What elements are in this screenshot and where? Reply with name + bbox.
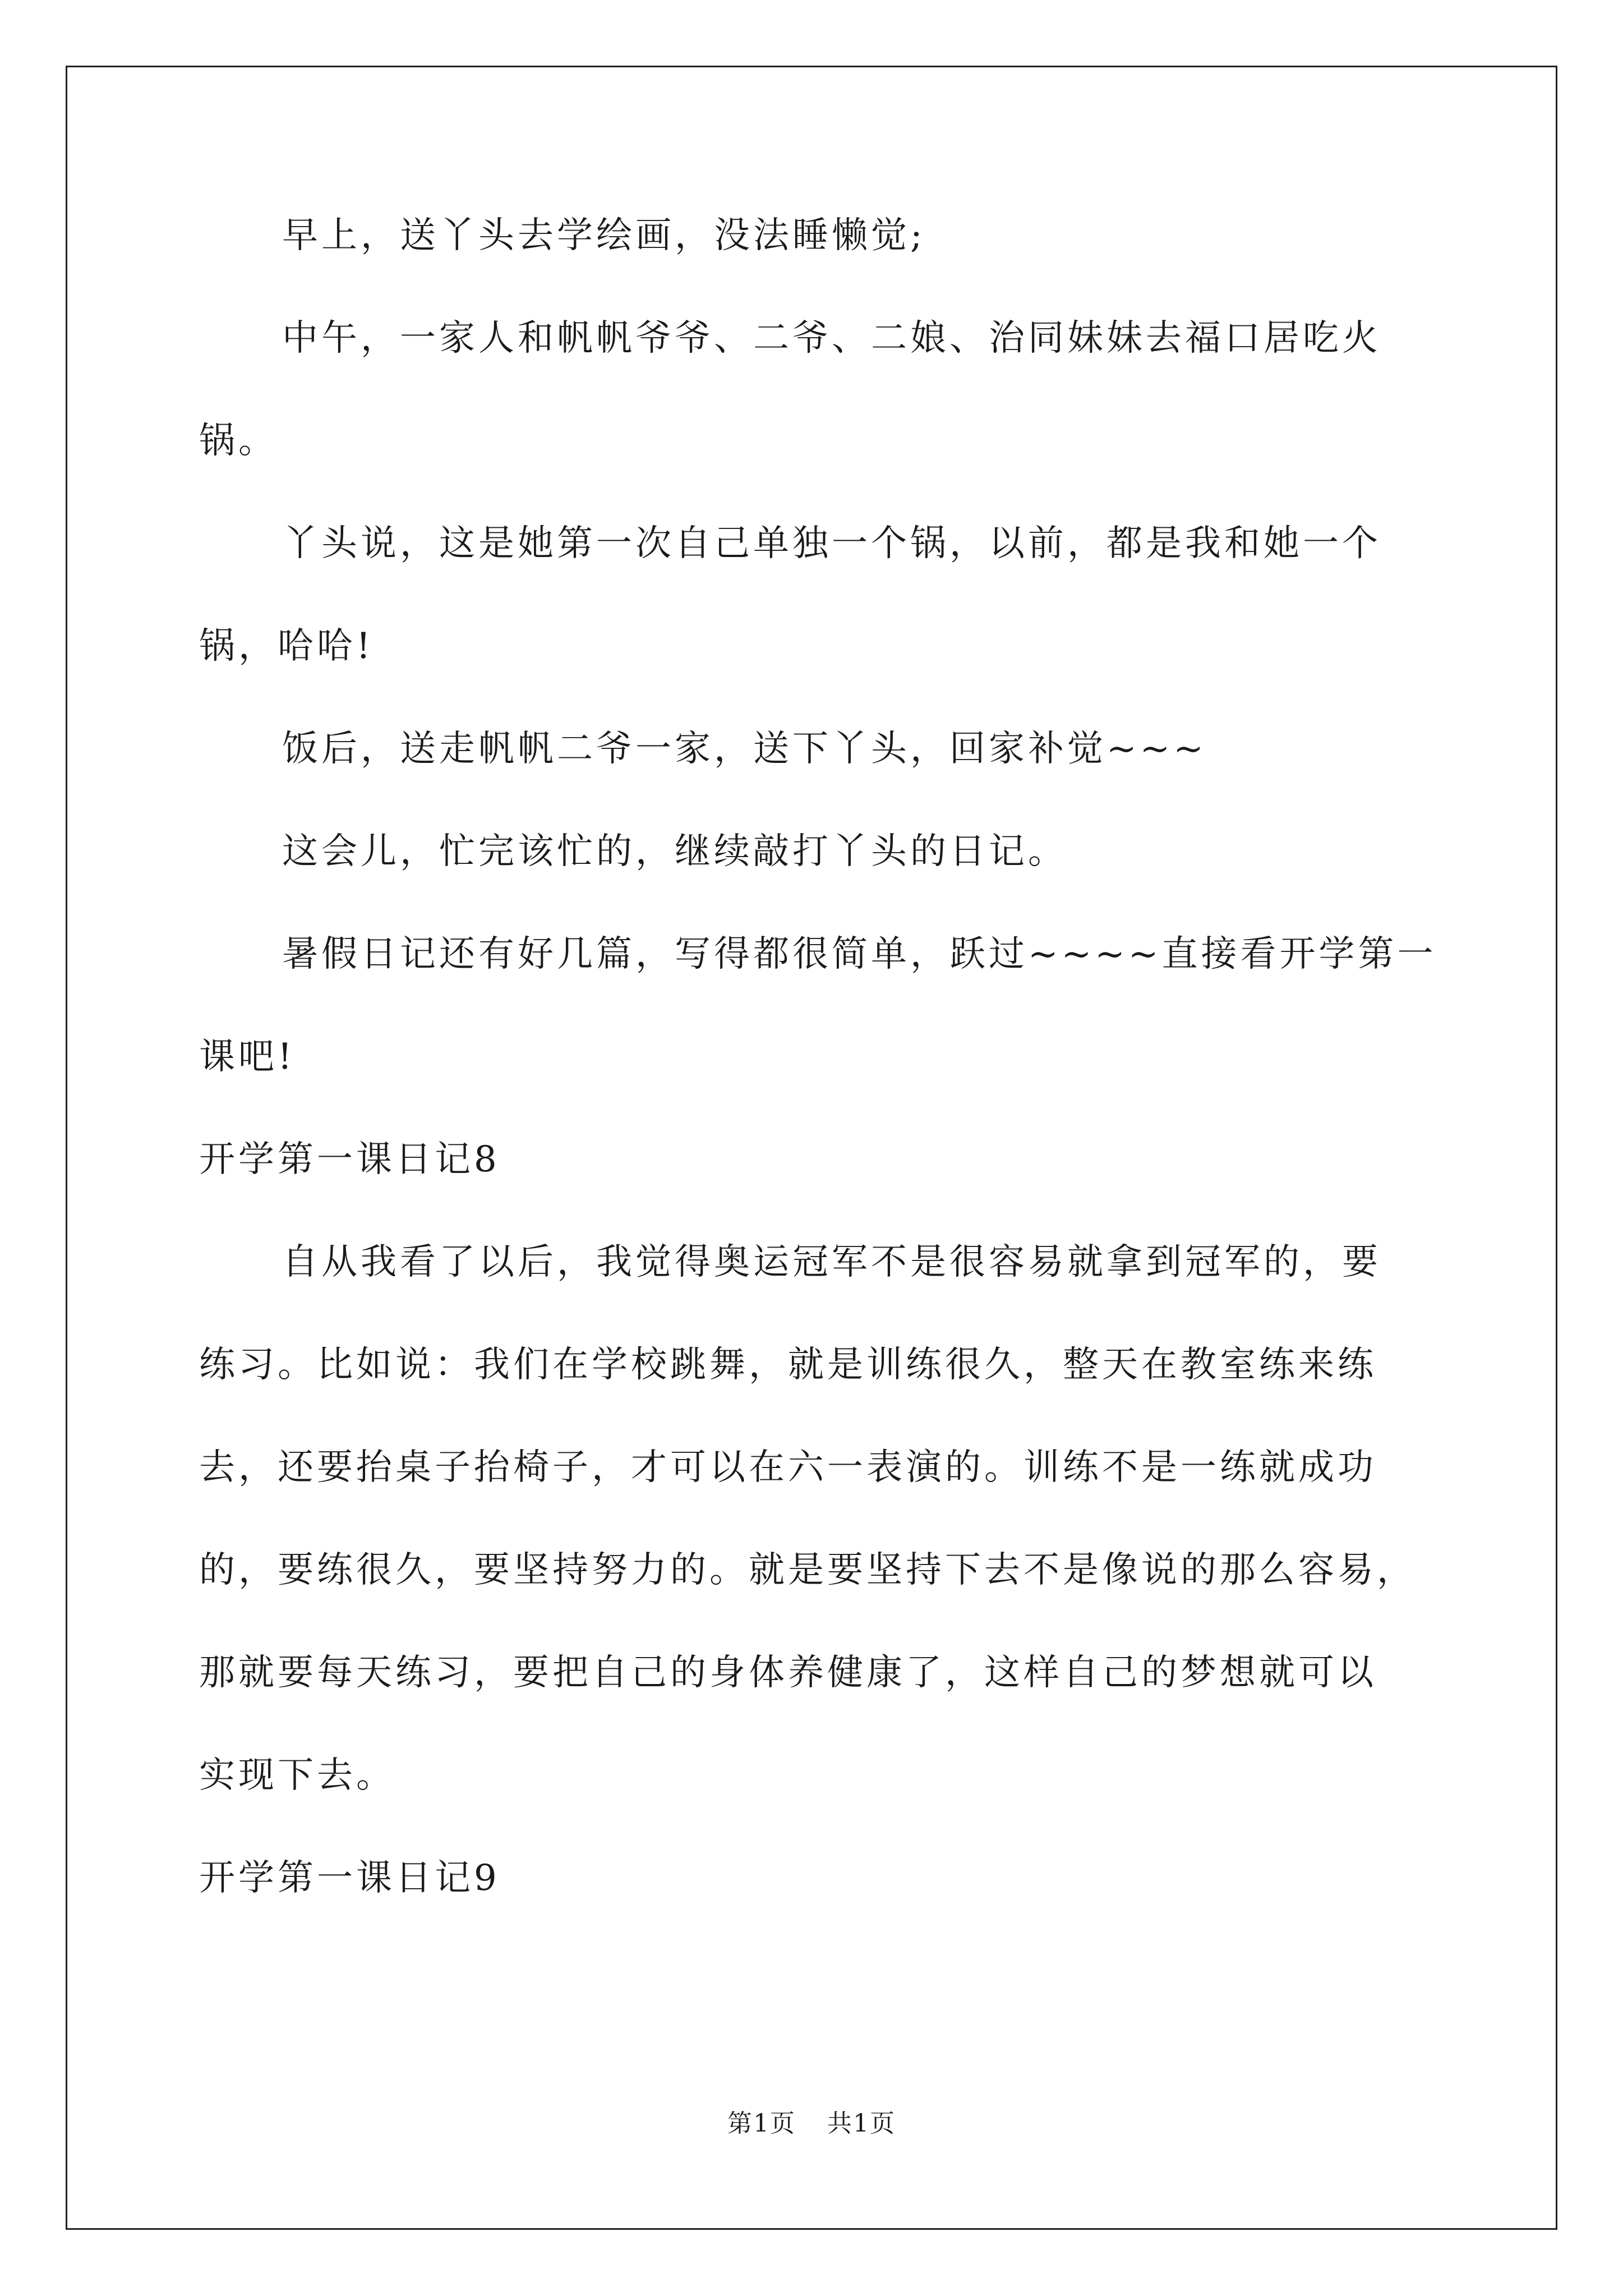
paragraph-line: 饭后，送走帆帆二爷一家，送下丫头，回家补觉~~~	[282, 728, 1207, 770]
paragraph-line: 锅。	[199, 420, 278, 462]
section-heading: 开学第一课日记9	[199, 1857, 500, 1899]
paragraph-line: 的，要练很久，要坚持努力的。就是要坚持下去不是像说的那么容易，	[199, 1549, 1416, 1591]
page-total: 共1页	[827, 2109, 896, 2138]
paragraph-line: 中午，一家人和帆帆爷爷、二爷、二娘、治同妹妹去福口居吃火	[282, 318, 1381, 359]
paragraph-line: 课吧!	[199, 1036, 296, 1078]
paragraph-line: 丫头说，这是她第一次自己单独一个锅，以前，都是我和她一个	[282, 523, 1381, 564]
paragraph-line: 实现下去。	[199, 1755, 395, 1796]
paragraph-line: 这会儿，忙完该忙的，继续敲打丫头的日记。	[282, 831, 1067, 872]
paragraph-line: 锅，哈哈!	[199, 625, 374, 667]
paragraph-line: 自从我看了以后，我觉得奥运冠军不是很容易就拿到冠军的，要	[282, 1241, 1381, 1283]
section-heading: 开学第一课日记8	[199, 1139, 500, 1180]
paragraph-line: 暑假日记还有好几篇，写得都很简单，跃过~~~~直接看开学第一	[282, 933, 1437, 975]
paragraph-line: 练习。比如说：我们在学校跳舞，就是训练很久，整天在教室练来练	[199, 1344, 1377, 1386]
page-footer	[0, 2108, 1623, 2139]
paragraph-line: 去，还要抬桌子抬椅子，才可以在六一表演的。训练不是一练就成功	[199, 1447, 1377, 1488]
paragraph-line: 那就要每天练习，要把自己的身体养健康了，这样自己的梦想就可以	[199, 1652, 1377, 1694]
page-number: 第1页	[727, 2109, 796, 2138]
paragraph-line: 早上，送丫头去学绘画，没法睡懒觉;	[282, 215, 926, 256]
